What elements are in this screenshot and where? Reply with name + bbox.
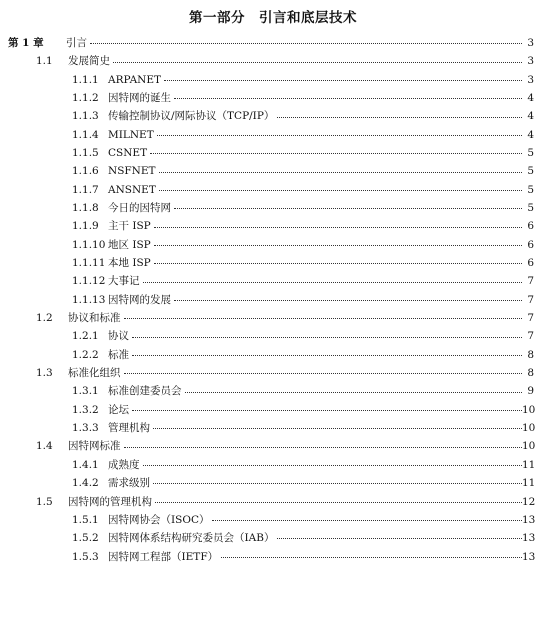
toc-entry-number: 1.5.2 [72, 532, 99, 545]
toc-entry[interactable] [0, 438, 546, 456]
toc-entry-number: 1.1.4 [72, 128, 99, 141]
toc-entry-title: CSNET [108, 146, 148, 159]
toc-entry[interactable] [0, 144, 546, 162]
toc-leader-dots [150, 153, 524, 154]
toc-entry-page: 7 [522, 276, 534, 287]
toc-entry[interactable] [0, 291, 546, 309]
toc-entry[interactable] [0, 346, 546, 364]
toc-entry-title: 地区 ISP [108, 238, 151, 251]
toc-entry-page: 4 [522, 111, 534, 122]
toc-entry[interactable] [0, 383, 546, 401]
toc-entry-number: 1.5.3 [72, 550, 99, 563]
toc-entry-title: 因特网的发展 [108, 293, 171, 306]
toc-leader-dots [113, 62, 524, 63]
toc-entry-title: 管理机构 [108, 422, 150, 435]
toc-entry-number: 1.4.2 [72, 477, 99, 490]
toc-entry-page: 3 [522, 75, 534, 86]
toc-entry-page: 9 [522, 386, 534, 397]
toc-leader-dots [153, 483, 524, 484]
toc-entry-title: ARPANET [108, 73, 162, 86]
toc-entry-title: 因特网协会（ISOC） [108, 513, 210, 526]
toc-leader-dots [124, 318, 524, 319]
toc-entry-page: 11 [522, 477, 536, 490]
toc-entry[interactable] [0, 456, 546, 474]
toc-entry-page: 7 [522, 331, 534, 342]
toc-entry[interactable] [0, 107, 546, 125]
toc-entry-number: 1.4 [36, 440, 53, 453]
toc-leader-dots [174, 98, 524, 99]
toc-entry-title: 标准创建委员会 [108, 385, 182, 398]
toc-entry-number: 1.3 [36, 367, 53, 380]
toc-entry-title: 协议 [108, 330, 129, 343]
toc-leader-dots [154, 227, 524, 228]
toc-entry[interactable] [0, 236, 546, 254]
toc-entry[interactable] [0, 328, 546, 346]
toc-entry-title: 论坛 [108, 403, 129, 416]
toc-entry-title: 今日的因特网 [108, 202, 171, 215]
toc-entry-title: 需求级别 [108, 477, 150, 490]
toc-entry-number: 1.1.12 [72, 275, 106, 288]
toc-leader-dots [212, 520, 524, 521]
toc-entry-title: 成熟度 [108, 458, 140, 471]
toc-entry-number: 1.1.5 [72, 146, 99, 159]
toc-entry-page: 5 [522, 185, 534, 196]
toc-leader-dots [157, 135, 524, 136]
toc-leader-dots [90, 43, 524, 44]
toc-entry-page: 8 [522, 368, 534, 379]
toc-leader-dots [159, 190, 524, 191]
toc-entry-page: 10 [522, 403, 536, 416]
toc-entry-page: 7 [522, 295, 534, 306]
toc-entry-title: 因特网的管理机构 [68, 495, 152, 508]
toc-entry-title: 因特网标准 [68, 440, 121, 453]
toc-entry[interactable] [0, 364, 546, 382]
toc-entry[interactable] [0, 309, 546, 327]
toc-entry-number: 1.1.10 [72, 238, 106, 251]
toc-entry-title: 传输控制协议/网际协议（TCP/IP） [108, 110, 275, 123]
toc-entry-title: 大事记 [108, 275, 140, 288]
toc-entry-number: 1.2.2 [72, 348, 99, 361]
toc-leader-dots [221, 557, 524, 558]
toc-entry-title: 标准 [108, 348, 129, 361]
toc-entry[interactable] [0, 162, 546, 180]
toc-leader-dots [154, 263, 524, 264]
toc-entry-page: 6 [522, 240, 534, 251]
toc-entry-page: 10 [522, 440, 536, 453]
toc-entry[interactable] [0, 126, 546, 144]
toc-entry-number: 1.5.1 [72, 513, 99, 526]
toc-entry-title: 协议和标准 [68, 312, 121, 325]
toc-entry[interactable] [0, 493, 546, 511]
toc-leader-dots [132, 410, 524, 411]
toc-leader-dots [159, 172, 524, 173]
toc-entry-number: 1.4.1 [72, 458, 99, 471]
toc-entry-number: 1.1.2 [72, 91, 99, 104]
toc-entry-number: 1.3.2 [72, 403, 99, 416]
toc-entry-number: 1.1.7 [72, 183, 99, 196]
toc-leader-dots [154, 245, 524, 246]
toc-entry-page: 3 [522, 56, 534, 67]
toc-entry-page: 13 [522, 513, 536, 526]
toc-entry-number: 1.1.1 [72, 73, 99, 86]
toc-entry-number: 1.1.8 [72, 202, 99, 215]
toc-leader-dots [174, 208, 524, 209]
toc-entry-page: 10 [522, 422, 536, 435]
toc-entry-page: 12 [522, 495, 536, 508]
toc-entry[interactable] [0, 52, 546, 70]
toc-entry-title: 发展简史 [68, 55, 110, 68]
toc-entry-number: 1.2 [36, 312, 53, 325]
toc-entry[interactable] [0, 548, 546, 566]
toc-leader-dots [132, 337, 524, 338]
toc-entry[interactable] [0, 511, 546, 529]
toc-entry-page: 4 [522, 93, 534, 104]
toc-leader-dots [155, 502, 524, 503]
toc-entry-title: ANSNET [108, 183, 156, 196]
toc-leader-dots [143, 465, 524, 466]
toc-entry-number: 1.2.1 [72, 330, 99, 343]
toc-leader-dots [132, 355, 524, 356]
toc-entry-title: 因特网工程部（IETF） [108, 550, 219, 563]
toc-entry-page: 6 [522, 258, 534, 269]
toc-entry[interactable] [0, 199, 546, 217]
toc-entry[interactable] [0, 419, 546, 437]
table-of-contents [0, 34, 546, 566]
toc-entry-number: 1.3.3 [72, 422, 99, 435]
toc-leader-dots [277, 117, 524, 118]
toc-entry[interactable] [0, 34, 546, 52]
toc-leader-dots [153, 428, 524, 429]
toc-entry-page: 13 [522, 550, 536, 563]
toc-entry[interactable] [0, 272, 546, 290]
toc-leader-dots [124, 373, 524, 374]
toc-entry-title: 标准化组织 [68, 367, 121, 380]
toc-entry-page: 3 [522, 38, 534, 49]
toc-entry-number: 1.1.6 [72, 165, 99, 178]
toc-leader-dots [164, 80, 524, 81]
toc-entry-title: 引言 [66, 36, 87, 49]
toc-entry[interactable] [0, 254, 546, 272]
toc-entry-page: 5 [522, 203, 534, 214]
toc-entry-title: NSFNET [108, 165, 156, 178]
part-title: 第一部分 引言和底层技术 [189, 10, 357, 26]
toc-entry-number: 1.5 [36, 495, 53, 508]
toc-entry-number: 1.1.9 [72, 220, 99, 233]
toc-entry-title: MILNET [108, 128, 154, 141]
toc-entry-title: 因特网的诞生 [108, 91, 171, 104]
toc-entry-number: 1.1.11 [72, 257, 106, 270]
toc-entry-page: 8 [522, 350, 534, 361]
toc-entry-number: 1.1.13 [72, 293, 106, 306]
toc-entry-page: 5 [522, 166, 534, 177]
toc-entry-title: 本地 ISP [108, 257, 151, 270]
toc-entry-number: 1.1 [36, 55, 53, 68]
toc-leader-dots [174, 300, 524, 301]
toc-entry[interactable] [0, 181, 546, 199]
toc-entry-page: 4 [522, 130, 534, 141]
toc-entry-number: 1.3.1 [72, 385, 99, 398]
toc-entry[interactable] [0, 89, 546, 107]
toc-leader-dots [185, 392, 524, 393]
toc-entry[interactable] [0, 529, 546, 547]
toc-entry[interactable] [0, 217, 546, 235]
toc-entry[interactable] [0, 474, 546, 492]
toc-leader-dots [124, 447, 524, 448]
toc-entry-title: 因特网体系结构研究委员会（IAB） [108, 532, 275, 545]
toc-leader-dots [143, 282, 524, 283]
toc-entry-number: 1.1.3 [72, 110, 99, 123]
toc-leader-dots [277, 538, 524, 539]
toc-entry-number: 第 1 章 [8, 36, 44, 49]
toc-entry[interactable] [0, 71, 546, 89]
toc-entry-page: 13 [522, 532, 536, 545]
toc-entry-title: 主干 ISP [108, 220, 151, 233]
toc-entry[interactable] [0, 401, 546, 419]
toc-entry-page: 11 [522, 458, 536, 471]
toc-entry-page: 6 [522, 221, 534, 232]
toc-entry-page: 7 [522, 313, 534, 324]
toc-entry-page: 5 [522, 148, 534, 159]
